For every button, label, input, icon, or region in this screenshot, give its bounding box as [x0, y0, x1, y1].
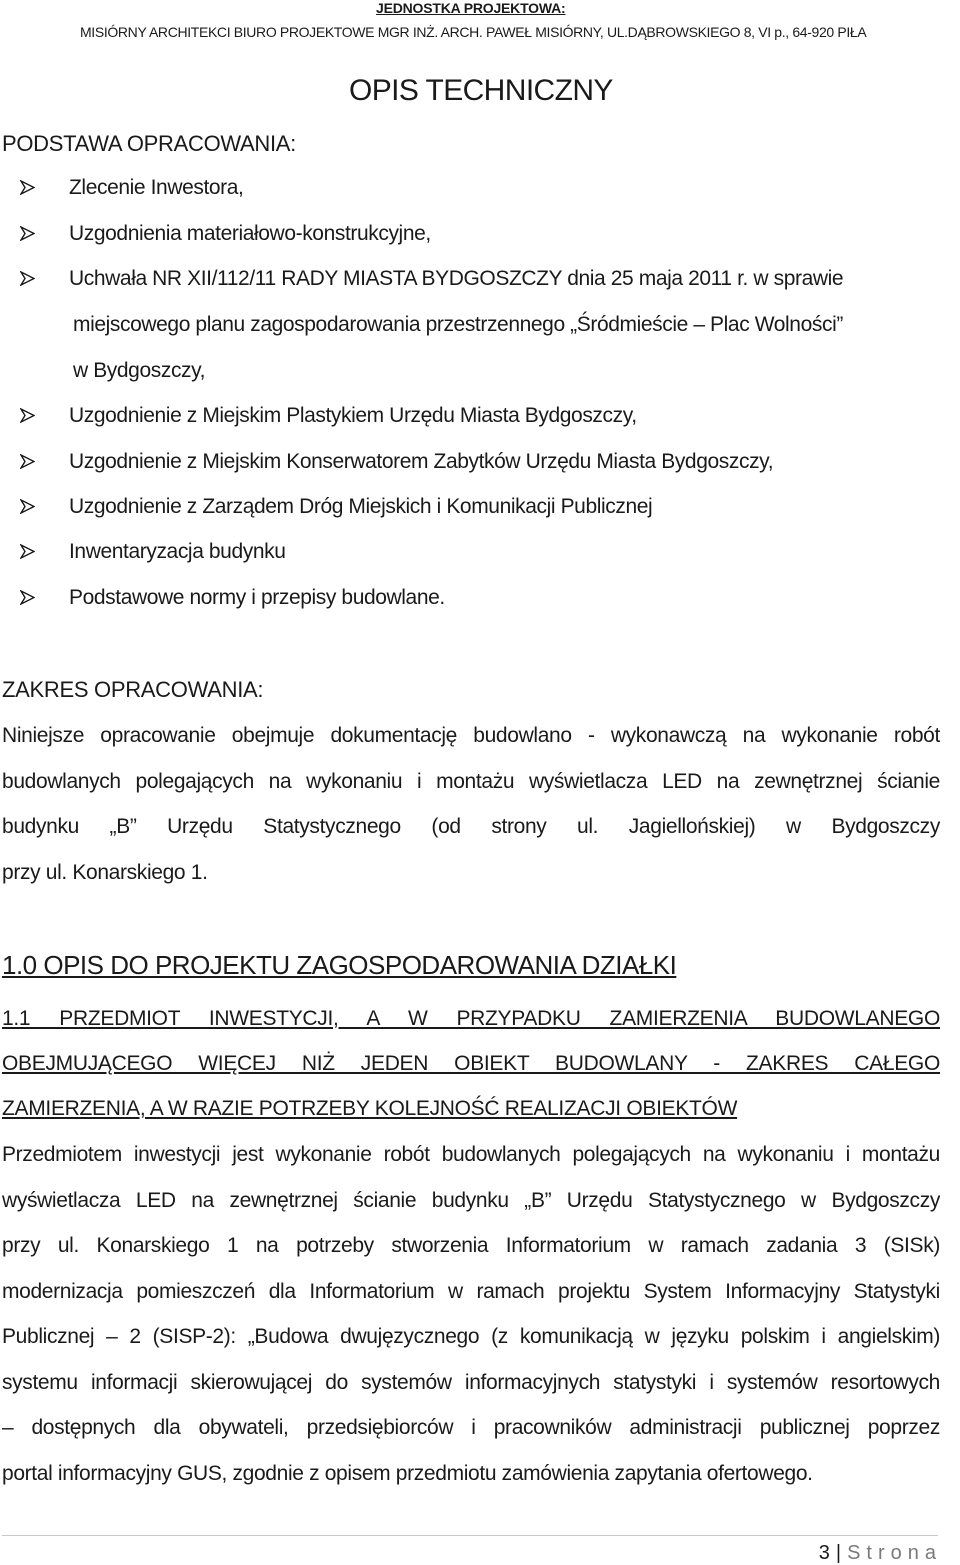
paragraph-line: Publicznej – 2 (SISP-2): „Budowa dwujęzycznego (z komunikacją w języku polskim i angielskim): [2, 1325, 940, 1348]
arrow-bullet-icon: [20, 499, 35, 514]
list-item: [20, 404, 637, 428]
list-item-label: Uzgodnienie z Miejskim Plastykiem Urzędu Miasta Bydgoszczy,: [69, 404, 637, 427]
list-item-label: Podstawowe normy i przepisy budowlane.: [69, 586, 445, 609]
list-item-label: Uchwała NR XII/112/11 RADY MIASTA BYDGOSZCZY dnia 25 maja 2011 r. w sprawie: [69, 267, 844, 290]
list-item-continuation: miejscowego planu zagospodarowania przestrzennego „Śródmieście – Plac Wolności”: [73, 313, 843, 336]
arrow-bullet-icon: [20, 180, 35, 195]
arrow-bullet-icon: [20, 408, 35, 423]
arrow-bullet-icon: [20, 271, 35, 286]
paragraph-line: budynku „B” Urzędu Statystycznego (od strony ul. Jagiellońskiej) w Bydgoszczy: [2, 815, 940, 838]
paragraph-line: systemu informacji skierowującej do systemów informacyjnych statystyki i systemów resortowych: [2, 1370, 940, 1394]
footer-rule: [2, 1535, 938, 1536]
paragraph-line: Przedmiotem inwestycji jest wykonanie robót budowlanych polegających na wykonaniu i montażu: [2, 1143, 940, 1166]
subsection-heading-line: OBEJMUJĄCEGO WIĘCEJ NIŻ JEDEN OBIEKT BUDOWLANY - ZAKRES CAŁEGO: [2, 1052, 940, 1075]
paragraph-line: wyświetlacza LED na zewnętrznej ścianie budynku „B” Urzędu Statystycznego w Bydgoszczy: [2, 1188, 940, 1212]
subsection-heading-line: ZAMIERZENIA, A W RAZIE POTRZEBY KOLEJNOŚĆ REALIZACJI OBIEKTÓW: [2, 1097, 738, 1120]
footer-separator: |: [835, 1542, 842, 1564]
list-item: [20, 222, 431, 246]
list-item: [20, 267, 843, 291]
list-item-label: Uzgodnienia materiałowo-konstrukcyjne,: [69, 222, 431, 245]
paragraph-line: przy ul. Konarskiego 1 na potrzeby stworzenia Informatorium w ramach zadania 3 (SISk): [2, 1234, 940, 1257]
list-item: [20, 176, 244, 200]
subsection-heading: [2, 996, 958, 1131]
list-item: [20, 450, 773, 474]
header-company-line: MISIÓRNY ARCHITEKCI BIURO PROJEKTOWE MGR INŻ. ARCH. PAWEŁ MISIÓRNY, UL.DĄBROWSKIEGO 8, VI p., 64-920 PIŁA: [80, 24, 867, 40]
zakres-paragraph: [2, 713, 940, 895]
paragraph-line: – dostępnych dla obywateli, przedsiębiorców i pracowników administracji publicznej poprzez: [2, 1416, 940, 1439]
subsection-heading-line: 1.1 PRZEDMIOT INWESTYCJI, A W PRZYPADKU ZAMIERZENIA BUDOWLANEGO: [2, 1007, 940, 1030]
paragraph-line: modernizacja pomieszczeń dla Informatorium w ramach projektu System Informacyjny Statystyki: [2, 1279, 940, 1303]
list-item-label: Uzgodnienie z Miejskim Konserwatorem Zabytków Urzędu Miasta Bydgoszczy,: [69, 450, 774, 473]
list-item: [20, 495, 652, 519]
podstawa-heading: PODSTAWA OPRACOWANIA:: [2, 131, 296, 156]
page-footer: [819, 1542, 942, 1565]
paragraph-line: portal informacyjny GUS, zgodnie z opisem przedmiotu zamówienia zapytania ofertowego.: [2, 1461, 813, 1485]
zakres-heading: ZAKRES OPRACOWANIA:: [2, 677, 264, 702]
list-item: [20, 540, 286, 564]
arrow-bullet-icon: [20, 454, 35, 469]
header-unit-label: JEDNOSTKA PROJEKTOWA:: [376, 0, 566, 16]
paragraph-line: przy ul. Konarskiego 1.: [2, 860, 208, 884]
list-item-label: Inwentaryzacja budynku: [69, 540, 286, 563]
arrow-bullet-icon: [20, 544, 35, 559]
list-item-label: Zlecenie Inwestora,: [69, 176, 244, 199]
document-title: OPIS TECHNICZNY: [349, 74, 613, 107]
section-heading: 1.0 OPIS DO PROJEKTU ZAGOSPODAROWANIA DZIAŁKI: [2, 950, 677, 980]
arrow-bullet-icon: [20, 226, 35, 241]
list-item-label: Uzgodnienie z Zarządem Dróg Miejskich i Komunikacji Publicznej: [69, 495, 653, 518]
page-number: 3: [818, 1542, 830, 1564]
list-item-continuation: w Bydgoszczy,: [73, 359, 206, 382]
list-item: [20, 586, 445, 610]
page-label: Strona: [847, 1542, 942, 1564]
arrow-bullet-icon: [20, 590, 35, 605]
section1-body: [2, 1132, 940, 1496]
paragraph-line: budowlanych polegających na wykonaniu i montażu wyświetlacza LED na zewnętrznej ścianie: [2, 769, 940, 793]
paragraph-line: Niniejsze opracowanie obejmuje dokumentację budowlano - wykonawczą na wykonanie robót: [2, 724, 940, 747]
